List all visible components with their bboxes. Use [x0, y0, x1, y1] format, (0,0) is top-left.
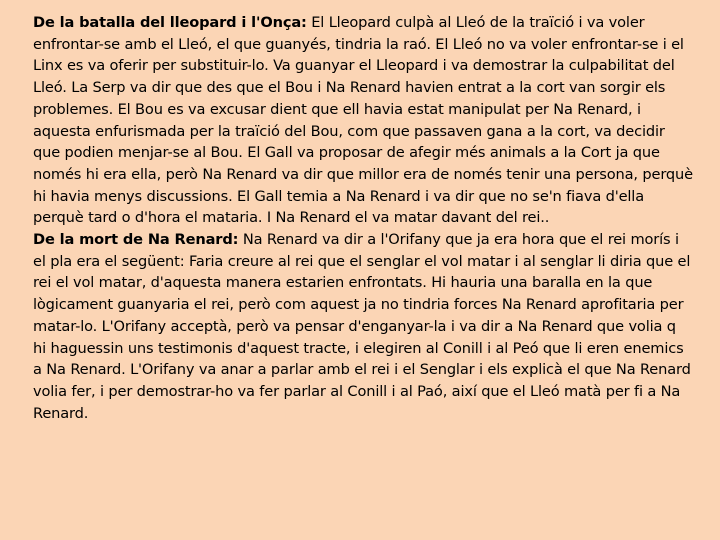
section-battle-heading: De la batalla del lleopard i l'Onça: [33, 14, 307, 31]
section-death-body: Na Renard va dir a l'Orifany que ja era hora que el rei morís i el pla era el següent: Faria creure al rei que el senglar el vol matar i al senglar li diria que el rei el vol matar, d'aquesta manera estarien enfrontats. Hi hauria una baralla en la que lògicament guanyaria el rei, però com aquest ja no tindria forces Na Renard aprofitaria per matar-lo. L'Orifany acceptà, però va pensar d'enganyar-la i va dir a Na Renard que volia q hi haguessin uns testimonis d'aquest tracte, i elegiren al Conill i al Peó que li eren enemics a Na Renard. L'Orifany va anar a parlar amb el rei i el Senglar i els explicà el que Na Renard volia fer, i per demostrar-ho va fer parlar al Conill i al Paó, així que el Lleó matà per fi a Na Renard. [33, 231, 691, 422]
section-death-heading: De la mort de Na Renard: [33, 231, 239, 249]
section-battle-body: El Lleopard culpà al Lleó de la traïció i va voler enfrontar-se amb el Lleó, el que guanyés, tindria la raó. El Lleó no va voler enfrontar-se i el Linx es va oferir per substituir-lo. Va guanyar el Lleopard i va demostrar la culpabilitat del Lleó. La Serp va dir que des que el Bou i Na Renard havien entrat a la cort van sorgir els problemes. El Bou es va excusar dient que ell havia estat manipulat per Na Renard, i aquesta enfurismada per la traïció del Bou, com que passaven gana a la cort, va decidir que podien menjar-se al Bou. El Gall va proposar de afegir més animals a la Cort ja que només hi era ella, però Na Renard va dir que millor era de només tenir una persona, perquè hi havia menys discussions. El Gall temia a Na Renard i va dir que no se'n fiava d'ella perquè tard o d'hora el mataria. I Na Renard el va matar davant del rei.. [33, 14, 693, 227]
text-content [33, 12, 693, 424]
section-battle-paragraph [33, 12, 693, 229]
section-death-paragraph [33, 229, 693, 424]
